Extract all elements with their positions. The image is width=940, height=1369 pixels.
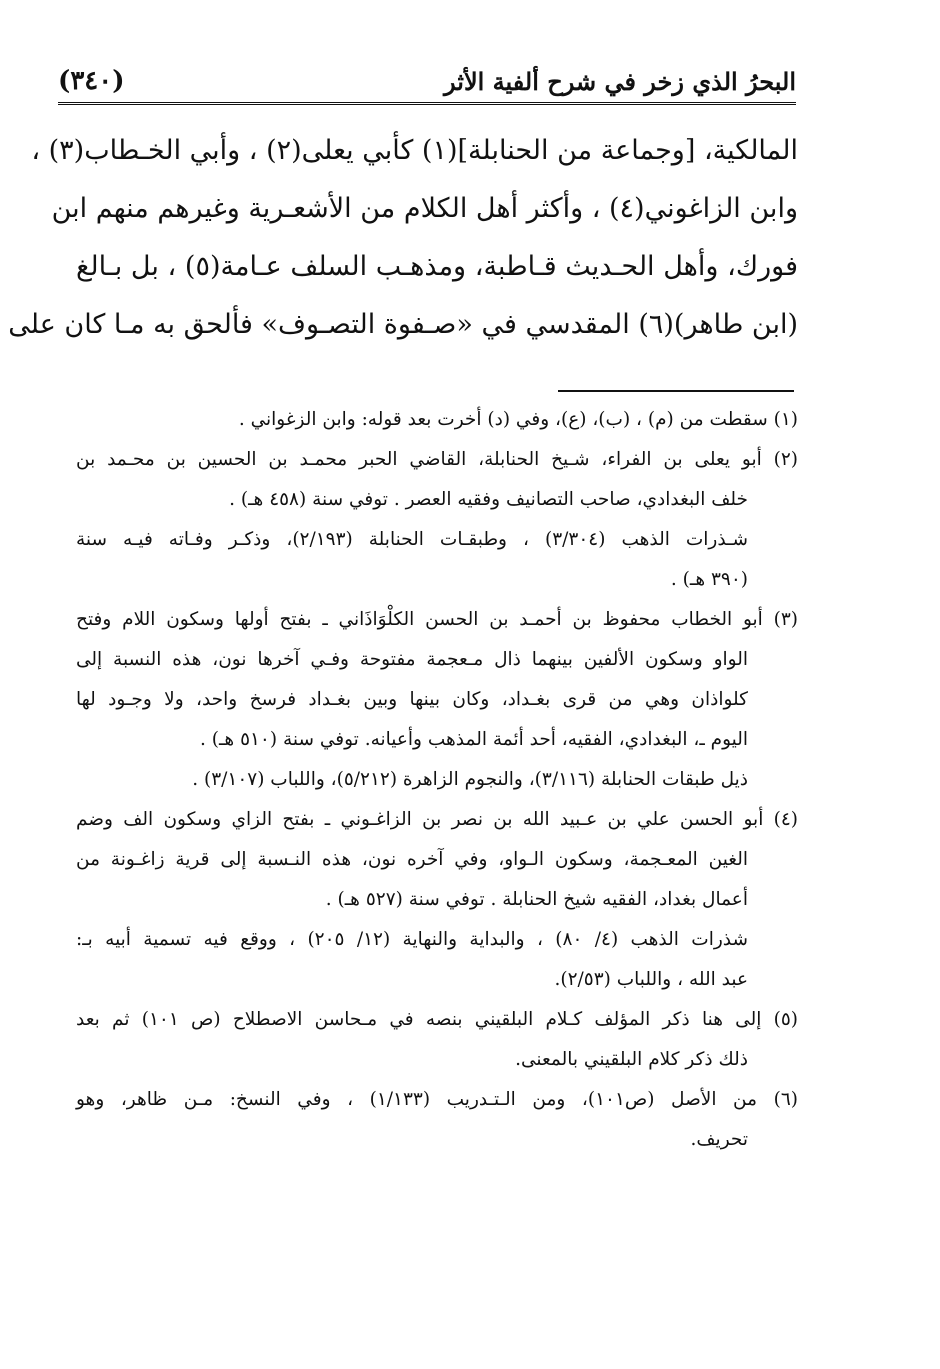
main-text-line: المالكية، [وجماعة من الحنابلة](١) كأبي يعلى(٢) ، وأبي الخـطاب(٣) ، (31, 135, 798, 166)
running-title: البحرُ الذي زخر في شرح ألفية الأثر (444, 67, 796, 96)
footnote-2-line: (٣٩٠ هـ) . (670, 569, 748, 590)
footnote-3-line: كلواذان وهي من قرى بغـداد، وكان بينها وبين بغـداد فرسخ واحد، ولا وجـود لها (76, 689, 748, 710)
footnote-4-line: عبد الله ، واللباب (٢/٥٣). (554, 969, 748, 990)
footnote-5-line: ذلك ذكر كلام البلقيني بالمعنى. (515, 1049, 748, 1070)
footnote-2-line: (٢) أبو يعلى بن الفراء، شـيخ الحنابلة، القاضي الحبر محمـد بن الحسين بن محـمد بن (76, 449, 798, 470)
footnote-3-line: (٣) أبو الخطاب محفوظ بن أحمـد بن الحسن الكلْوَاذَاني ـ بفتح أولها وسكون اللام وفتح (76, 609, 798, 630)
page-number: (٣٤٠) (58, 66, 125, 96)
footnotes-block (76, 400, 798, 1160)
footnote-6-line: تحريف. (690, 1129, 748, 1150)
footnote-2-line: خلف البغدادي، صاحب التصانيف وفقيه العصر . توفي سنة (٤٥٨ هـ) . (229, 489, 748, 510)
footnote-1-line: (١) سقطت من (م) ، (ب)، (ع)، وفي (د) أخرت بعد قوله: وابن الزغواني . (238, 409, 798, 430)
main-text-block (8, 122, 798, 354)
footnote-4-line: الغين المعـجمة، وسكون الـواو، وفي آخره نون، هذه النـسبة إلى قرية زاغـونة من (76, 849, 748, 870)
main-text-line: فورك، وأهل الحـديث قـاطبة، ومذهـب السلف عـامة(٥) ، بل بـالغ (76, 251, 798, 282)
footnote-2-line: شـذرات الذهب (٣/٣٠٤) ، وطبقـات الحنابلة (٢/١٩٣)، وذكـر وفـاته فيـه سنة (76, 529, 748, 550)
footnote-separator (558, 390, 794, 392)
footnote-4-line: (٤) أبو الحسن علي بن عـبيد الله بن نصر بن الزاغـوني ـ بفتح الزاي وسكون الف وضم (76, 809, 798, 830)
footnote-4-line: أعمال بغداد، الفقيه شيخ الحنابلة . توفي سنة (٥٢٧ هـ) . (325, 889, 748, 910)
main-text-line: وابن الزاغوني(٤) ، وأكثر أهل الكلام من الأشعـرية وغيرهم منهم ابن (51, 193, 798, 224)
footnote-3-line: اليوم ـ، البغدادي، الفقيه، أحد أئمة المذهب وأعيانه. توفي سنة (٥١٠ هـ) . (200, 729, 748, 750)
page-header (58, 58, 796, 105)
footnote-3-line: ذيل طبقات الحنابلة (٣/١١٦)، والنجوم الزاهرة (٥/٢١٢)، واللباب (٣/١٠٧) . (192, 769, 748, 790)
footnote-3-line: الواو وسكون الألفين بينهما ذال مـعجمة مفتوحة وفـي آخرها نون، هذه النسبة إلى (76, 649, 748, 670)
main-text-line: (ابن طاهر)(٦) المقدسي في «صـفوة التصـوف» فألحق به مـا كان على (8, 309, 798, 340)
footnote-4-line: شذرات الذهب (٤/ ٨٠) ، والبداية والنهاية (١٢/ ٢٠٥) ، ووقع فيه تسمية أبيه بـ: (76, 929, 748, 950)
footnote-6-line: (٦) من الأصل (ص١٠١)، ومن الـتـدريب (١/١٣٣) ، وفي النسخ: مـن ظاهر، وهو (76, 1089, 798, 1110)
footnote-5-line: (٥) إلى هنا ذكر المؤلف كـلام البلقيني بنصه في مـحاسن الاصطلاح (ص ١٠١) ثم بعد (76, 1009, 798, 1030)
